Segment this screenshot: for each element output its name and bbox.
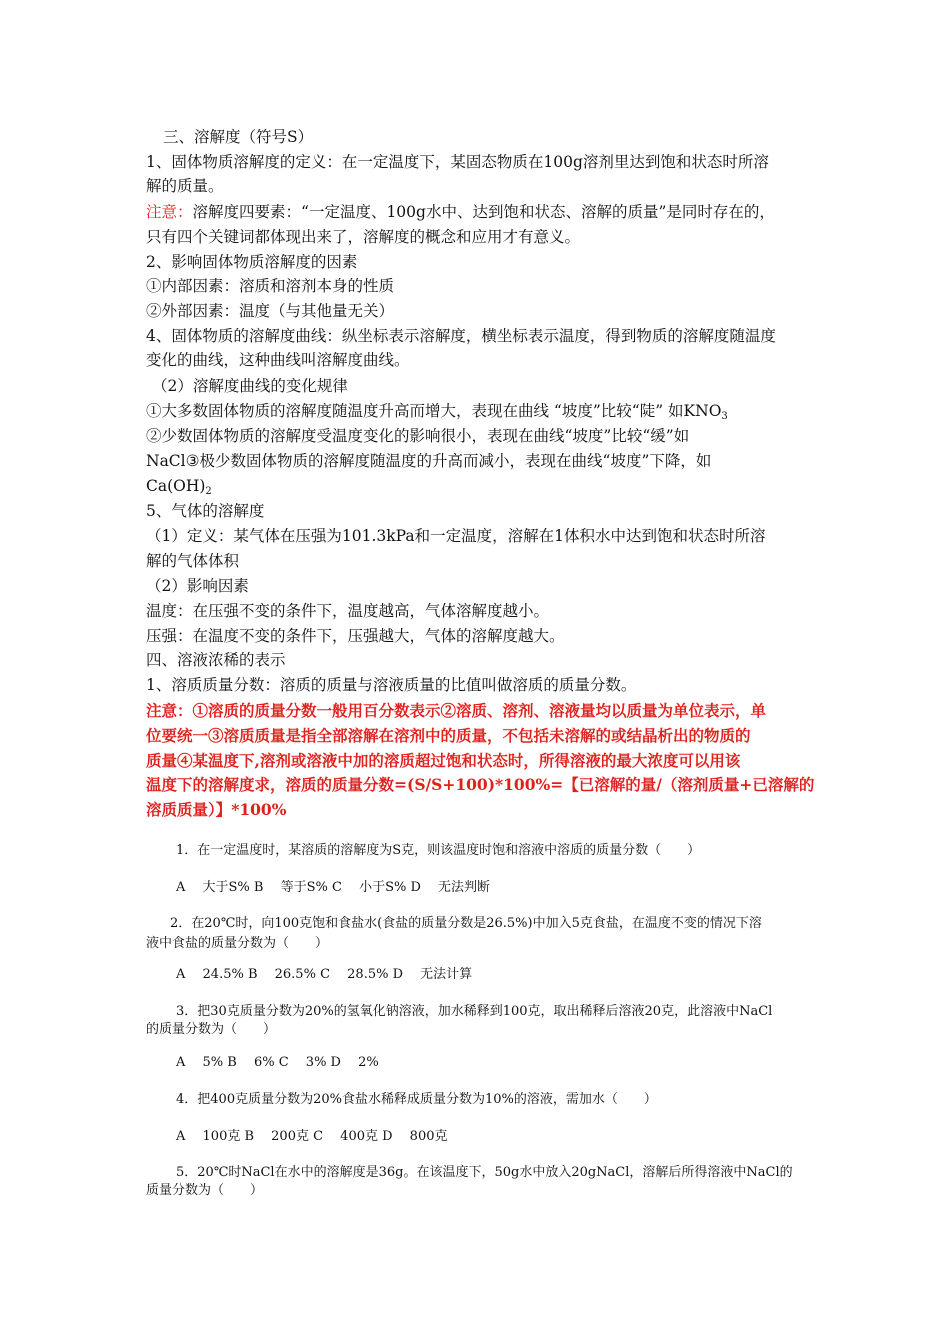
paragraph-curve-line1: 4、固体物质的溶解度曲线：纵坐标表示溶解度，横坐标表示温度，得到物质的溶解度随温度 (146, 327, 776, 345)
question-1-options: A 大于S% B 等于S% C 小于S% D 无法判断 (176, 880, 491, 895)
rule-line4 (146, 474, 212, 498)
gas-pressure-rule: 压强：在温度不变的条件下，压强越大，气体的溶解度越大。 (146, 627, 565, 645)
paragraph-solubility-definition-line1: 1、固体物质溶解度的定义：在一定温度下，某固态物质在100g溶剂里达到饱和状态时所溶 (146, 153, 769, 171)
question-3-text-line2: 的质量分数为（ ） (146, 1022, 277, 1037)
rule-line3: NaCl③极少数固体物质的溶解度随温度的升高而减小，表现在曲线“坡度”下降，如 (146, 452, 712, 470)
question-4-text: 4．把400克质量分数为20%食盐水稀释成质量分数为10%的溶液，需加水（ ） (176, 1092, 657, 1107)
rule-line4-text: Ca(OH) (146, 477, 206, 495)
heading-gas-factors: （2）影响因素 (146, 577, 249, 595)
paragraph-note-four-elements-line2: 只有四个关键词都体现出来了，溶解度的概念和应用才有意义。 (146, 228, 581, 246)
rule-line1 (146, 399, 728, 423)
note-text: 溶解度四要素：“一定温度、100g水中、达到饱和状态、溶解的质量”是同时存在的， (192, 203, 775, 221)
rule-line1-text: ①大多数固体物质的溶解度随温度升高而增大，表现在曲线 “坡度”比较“陡” 如KNO (146, 402, 722, 420)
item-external-factor: ②外部因素：温度（与其他量无关） (146, 302, 395, 320)
heading-gas-solubility: 5、气体的溶解度 (146, 502, 265, 520)
question-5-text-line2: 质量分数为（ ） (146, 1183, 264, 1198)
note-mass-fraction-line5: 溶质质量）】*100% (146, 800, 287, 819)
question-4-options: A 100克 B 200克 C 400克 D 800克 (176, 1129, 448, 1144)
note-mass-fraction-line1: 注意：①溶质的质量分数一般用百分数表示②溶质、溶剂、溶液量均以质量为单位表示，单 (146, 701, 767, 720)
question-3-options: A 5% B 6% C 3% D 2% (176, 1055, 379, 1070)
heading-factors: 2、影响固体物质溶解度的因素 (146, 253, 358, 271)
question-2-text-line1: 2．在20℃时，向100克饱和食盐水(食盐的质量分数是26.5%)中加入5克食盐，在温度不变的情况下溶 (170, 916, 762, 931)
heading-curve-rules: （2）溶解度曲线的变化规律 (152, 377, 348, 395)
item-internal-factor: ①内部因素：溶质和溶剂本身的性质 (146, 277, 395, 295)
question-3-text-line1: 3．把30克质量分数为20%的氢氧化钠溶液，加水稀释到100克，取出稀释后溶液20克，此溶液中NaCl (176, 1004, 773, 1019)
question-2-options: A 24.5% B 26.5% C 28.5% D 无法计算 (176, 967, 473, 982)
question-2-text-line2: 液中食盐的质量分数为（ ） (146, 936, 329, 951)
gas-definition-line2: 解的气体体积 (146, 552, 240, 570)
rule-line4-subscript: 2 (205, 486, 212, 497)
paragraph-curve-line2: 变化的曲线，这种曲线叫溶解度曲线。 (146, 351, 410, 369)
paragraph-note-four-elements-line1 (146, 200, 775, 224)
note-mass-fraction-line4: 温度下的溶解度求，溶质的质量分数=(S/S+100)*100%=【已溶解的量/（溶剂质量+已溶解的 (146, 775, 815, 794)
question-5-text-line1: 5．20℃时NaCl在水中的溶解度是36g。在该温度下，50g水中放入20gNaCl，溶解后所得溶液中NaCl的 (176, 1165, 793, 1180)
paragraph-mass-fraction: 1、溶质质量分数：溶质的质量与溶液质量的比值叫做溶质的质量分数。 (146, 676, 637, 694)
note-mass-fraction-line3: 质量④某温度下,溶剂或溶液中加的溶质超过饱和状态时，所得溶液的最大浓度可以用该 (146, 751, 741, 770)
question-1-text: 1．在一定温度时，某溶质的溶解度为S克，则该温度时饱和溶液中溶质的质量分数（ ） (176, 843, 701, 858)
note-mass-fraction-line2: 位要统一③溶质质量是指全部溶解在溶剂中的质量，不包括未溶解的或结晶析出的物质的 (146, 726, 751, 745)
gas-temperature-rule: 温度：在压强不变的条件下，温度越高，气体溶解度越小。 (146, 602, 550, 620)
note-label: 注意： (146, 203, 193, 221)
gas-definition-line1: （1）定义：某气体在压强为101.3kPa和一定温度，溶解在1体积水中达到饱和状态时所溶 (146, 527, 766, 545)
rule-line1-subscript: 3 (721, 411, 728, 422)
rule-line2: ②少数固体物质的溶解度受温度变化的影响很小，表现在曲线“坡度”比较“缓”如 (146, 427, 690, 445)
section-heading-solubility: 三、溶解度（符号S） (163, 128, 314, 146)
paragraph-solubility-definition-line2: 解的质量。 (146, 177, 224, 195)
section-heading-concentration: 四、溶液浓稀的表示 (146, 651, 286, 669)
